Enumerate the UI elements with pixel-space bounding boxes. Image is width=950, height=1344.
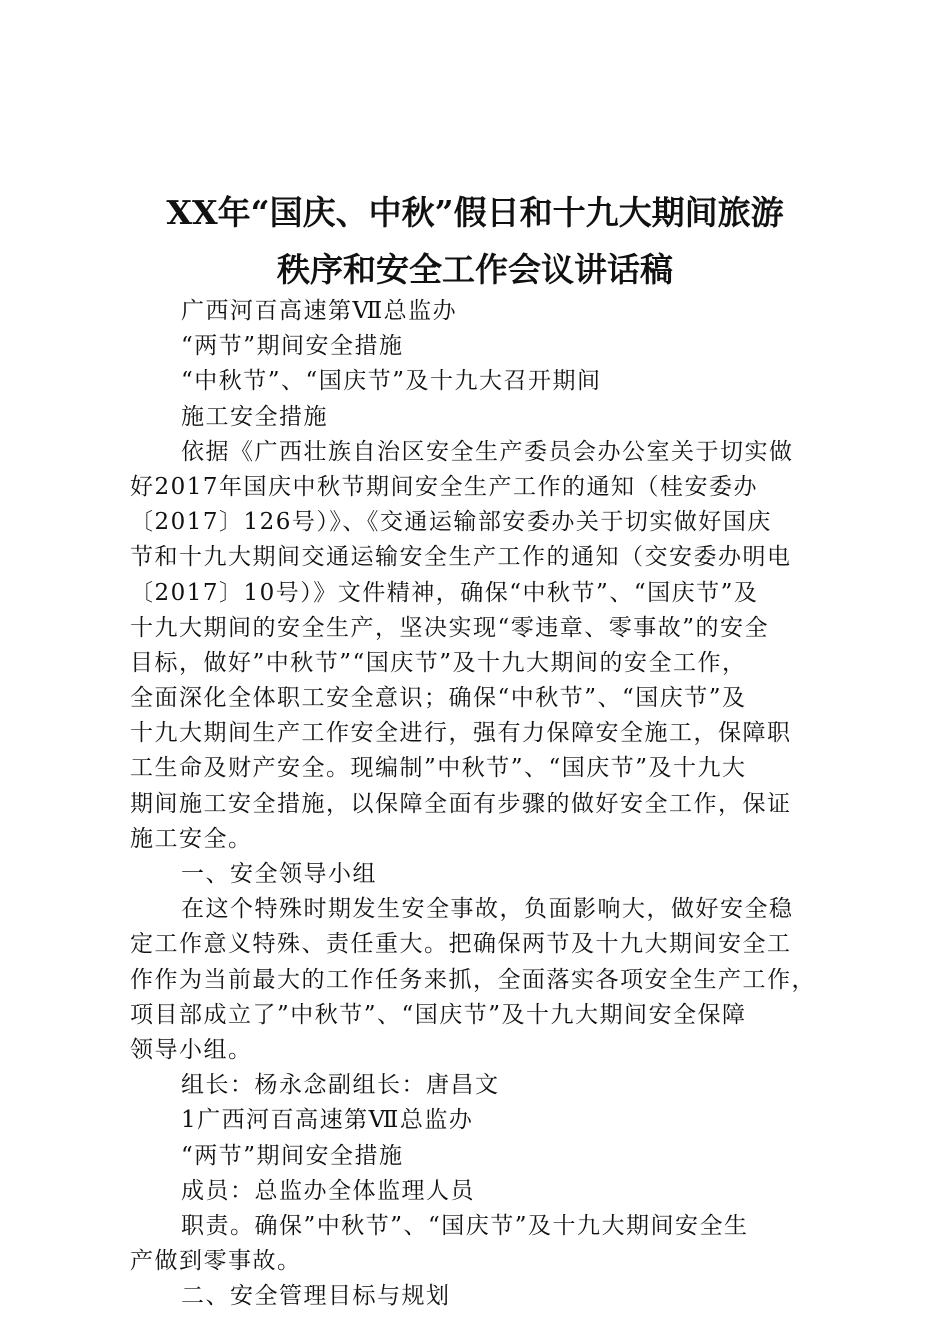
body-line: 职责。确保”中秋节”、“国庆节”及十九大期间安全生 xyxy=(181,1212,749,1239)
body-line: 好2017年国庆中秋节期间安全生产工作的通知（桂安委办 xyxy=(130,473,759,500)
body-line: 项目部成立了”中秋节”、“国庆节”及十九大期间安全保障 xyxy=(130,1001,747,1028)
document-body xyxy=(130,294,830,1314)
body-line: 期间施工安全措施，以保障全面有步骤的做好安全工作，保证 xyxy=(130,790,792,817)
body-line: 目标，做好”中秋节”“国庆节”及十九大期间的安全工作， xyxy=(130,649,747,676)
body-line: 全面深化全体职工安全意识；确保“中秋节”、“国庆节”及 xyxy=(130,685,747,712)
body-line: 〔2017〕10号）》文件精神，确保“中秋节”、“国庆节”及 xyxy=(130,579,759,606)
document-title-line-2: 秩序和安全工作会议讲话稿 xyxy=(277,250,673,289)
body-line: 作作为当前最大的工作任务来抓，全面落实各项安全生产工作， xyxy=(130,966,816,993)
body-line: 二、安全管理目标与规划 xyxy=(181,1283,451,1310)
body-line: 组长：杨永念副组长：唐昌文 xyxy=(181,1072,500,1099)
body-line: 定工作意义特殊、责任重大。把确保两节及十九大期间安全工 xyxy=(130,931,792,958)
body-line: “两节”期间安全措施 xyxy=(181,1142,404,1169)
body-line: 依据《广西壮族自治区安全生产委员会办公室关于切实做 xyxy=(181,438,794,465)
body-line: 施工安全。 xyxy=(130,825,253,852)
body-line: 成员：总监办全体监理人员 xyxy=(181,1177,475,1204)
body-line: 十九大期间的安全生产，坚决实现“零违章、零事故”的安全 xyxy=(130,614,770,641)
body-line: 产做到零事故。 xyxy=(130,1248,302,1275)
body-line: 一、安全领导小组 xyxy=(181,861,377,887)
body-line: 广西河百高速第Ⅶ总监办 xyxy=(181,298,458,324)
body-line: 工生命及财产安全。现编制”中秋节”、“国庆节”及十九大 xyxy=(130,755,747,782)
body-line: 〔2017〕126号）》、《交通运输部安委办关于切实做好国庆 xyxy=(130,509,772,536)
body-line: 施工安全措施 xyxy=(181,403,328,430)
body-line: 节和十九大期间交通运输安全生产工作的通知（交安委办明电 xyxy=(130,544,792,571)
body-line: 领导小组。 xyxy=(130,1036,253,1063)
document-title-line-1: XX年“国庆、中秋”假日和十九大期间旅游 xyxy=(166,193,784,232)
body-line: “中秋节”、“国庆节”及十九大召开期间 xyxy=(181,368,602,395)
body-line: 在这个特殊时期发生安全事故，负面影响大，做好安全稳 xyxy=(181,896,794,923)
body-line: 1广西河百高速第Ⅶ总监办 xyxy=(181,1107,474,1134)
body-line: “两节”期间安全措施 xyxy=(181,333,404,360)
body-line: 十九大期间生产工作安全进行，强有力保障安全施工，保障职 xyxy=(130,720,792,747)
